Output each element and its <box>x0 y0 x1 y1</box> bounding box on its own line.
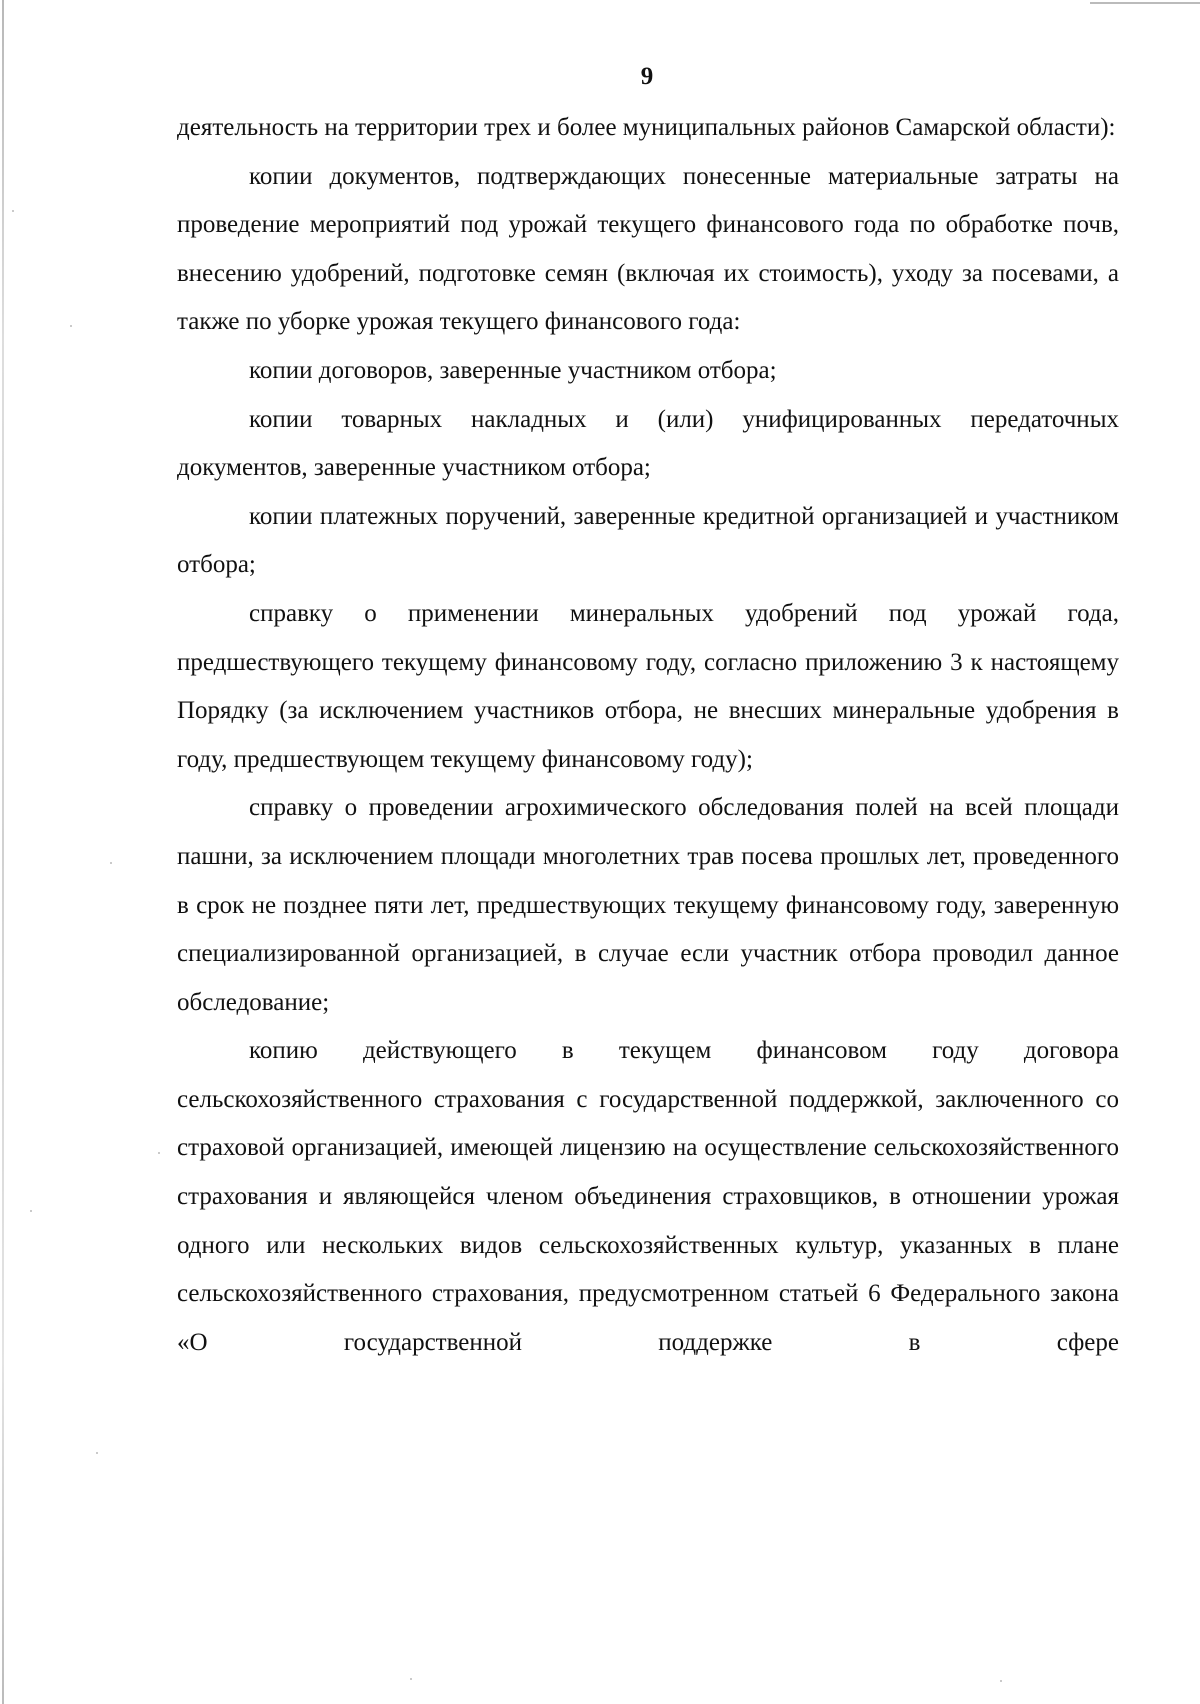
page-number: 9 <box>640 63 654 90</box>
paragraph-cost-documents: копии документов, подтверждающих понесенные материальные затраты на проведение мероприятий под урожай текущего финансового года по обработке почв, внесению удобрений, подготовке семян (включая их стоимость), уходу за посевами, а также по уборке урожая текущего финансового года: <box>177 162 1119 336</box>
scan-speck <box>12 210 14 212</box>
scan-speck <box>110 862 112 864</box>
paragraph-payment-orders: копии платежных поручений, заверенные кредитной организацией и участником отбора; <box>177 502 1119 579</box>
scan-speck <box>70 325 72 327</box>
paragraph-contracts: копии договоров, заверенные участником отбора; <box>249 356 777 384</box>
scan-speck <box>30 1210 32 1212</box>
scan-speck <box>158 1152 160 1154</box>
scan-edge-left <box>2 0 4 1704</box>
paragraph-agrochemical-survey: справку о проведении агрохимического обследования полей на всей площади пашни, за исключением площади многолетних трав посева прошлых лет, проведенного в срок не позднее пяти лет, предшествующих текущему финансовому году, заверенную специализированной организацией, в случае если участник отбора проводил данное обследование; <box>177 794 1119 1016</box>
scan-speck <box>96 1452 98 1454</box>
paragraph-continuation: деятельность на территории трех и более муниципальных районов Самарской области): <box>177 114 1116 141</box>
scan-speck <box>410 1678 412 1680</box>
paragraph-fertilizer-certificate: справку о применении минеральных удобрений под урожай года, предшествующего текущему финансовому году, согласно приложению 3 к настоящему Порядку (за исключением участников отбора, не внесших минеральные удобрения в году, предшествующем текущему финансовому году); <box>177 599 1119 773</box>
paragraph-invoices: копии товарных накладных и (или) унифицированных передаточных документов, заверенные участником отбора; <box>177 405 1119 482</box>
scan-speck <box>1000 1680 1002 1682</box>
scan-edge-top-right <box>1090 2 1200 4</box>
document-body <box>177 104 1119 1367</box>
paragraph-insurance-contract: копию действующего в текущем финансовом году договора сельскохозяйственного страхования с государственной поддержкой, заключенного со страховой организацией, имеющей лицензию на осуществление сельскохозяйственного страхования и являющейся членом объединения страховщиков, в отношении урожая одного или нескольких видов сельскохозяйственных культур, указанных в плане сельскохозяйственного страхования, предусмотренном статьей 6 Федерального закона «О государственной поддержке в сфере <box>177 1037 1119 1356</box>
